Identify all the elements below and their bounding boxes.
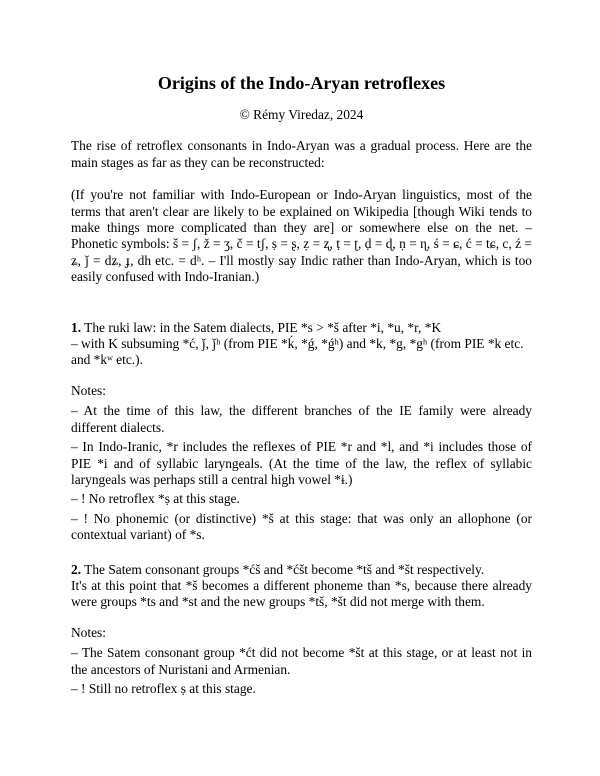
author-line: © Rémy Viredaz, 2024 [239, 107, 364, 122]
notes-heading-1: Notes: [71, 382, 106, 398]
stage-1-text-1: The ruki law: in the Satem dialects, PIE *s > *š after *i, *u, *r, *K [84, 319, 442, 335]
stage-2 [71, 562, 532, 611]
intro-paragraph: The rise of retroflex consonants in Indo-Aryan was a gradual process. Here are the main stages as far as they can be reconstructed: [71, 138, 532, 170]
stage-1-line-2: – with K subsuming *ć, ǰ, ǰʰ (from PIE *ḱ, *ǵ, *ǵʰ) and *k, *g, *gʰ (from PIE *k etc. and *kʷ etc.). [71, 336, 524, 368]
notes-heading-2: Notes: [71, 624, 106, 640]
note-item: – At the time of this law, the different branches of the IE family were already different dialects. [71, 403, 532, 435]
document-title: Origins of the Indo-Aryan retroflexes [157, 73, 446, 93]
note-item: – ! Still no retroflex ṣ at this stage. [71, 680, 256, 696]
note-item: – ! No phonemic (or distinctive) *š at this stage: that was only an allophone (or contextual variant) of *s. [71, 510, 532, 543]
stage-1-line-1 [71, 320, 532, 336]
notes-list-1 [71, 403, 532, 543]
stage-1-number: 1. [71, 319, 82, 335]
stage-2-text-1: The Satem consonant groups *ćš and *ćšt become *tš and *št respectively. [84, 561, 485, 577]
notes-list-2 [71, 645, 532, 697]
stage-2-line-2: It's at this point that *š becomes a different phoneme than *s, because there already were groups *ts and *st and the new groups *tš, *št did not merge with them. [71, 577, 532, 610]
document-body [71, 72, 532, 700]
note-item: – In Indo-Iranic, *r includes the reflexes of PIE *r and *l, and *i includes those of PIE *i and of syllabic laryngeals. (At the time of the law, the reflex of syllabic laryngeals was perhaps still a central high vowel *ɨ.) [71, 439, 532, 487]
stage-2-line-1 [71, 562, 532, 578]
note-item: – ! No retroflex *ṣ at this stage. [71, 491, 240, 507]
parenthetical-paragraph: (If you're not familiar with Indo-European or Indo-Aryan linguistics, most of the terms that aren't clear are likely to be explained on Wikipedia [though Wiki tends to make things more complicated than they are] or somewhere else on the net. – Phonetic symbols: š = ʃ, ž = ʒ, č = tʃ, ṣ = ʂ, ẓ = ʐ, ṭ = ʈ, ḍ = ɖ, ṇ = ɳ, ś = ɕ, ć = tɕ, c, ź = ʑ, ǰ = dʑ, ɟ, dh etc. = dʰ. – I'll mostly say Indic rather than Indo-Aryan, which is too easily confused with Indo-Iranian.) [71, 187, 532, 285]
stage-2-number: 2. [71, 561, 82, 577]
note-item: – The Satem consonant group *ćt did not become *št at this stage, or at least not in the ancestors of Nuristani and Armenian. [71, 645, 532, 677]
stage-1 [71, 320, 532, 369]
